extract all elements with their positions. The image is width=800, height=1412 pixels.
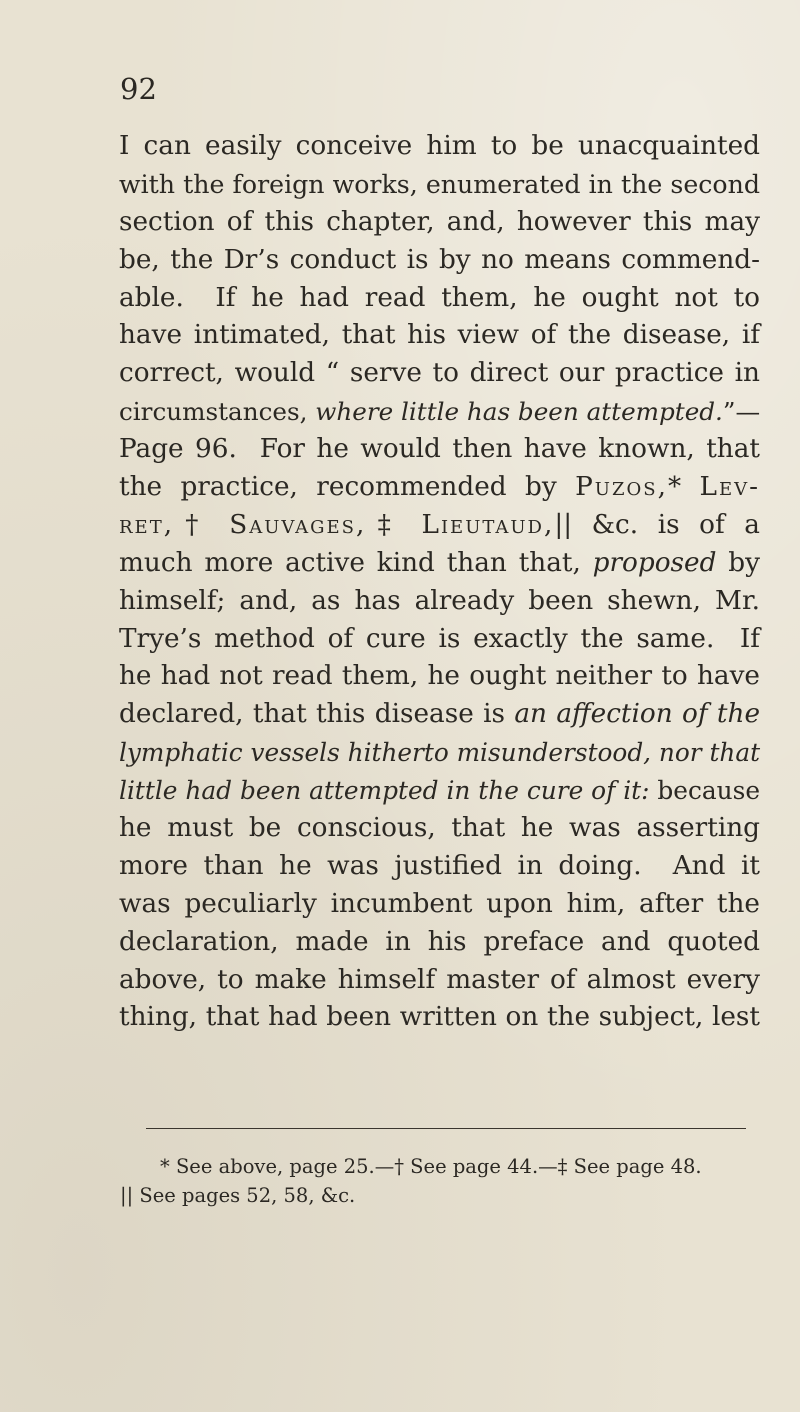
text-line [119,772,760,810]
small-caps-name: Puzos, [575,472,668,503]
text-segment: correct, would “ serve to direct our practice in [119,358,760,389]
text-segment: ”— [722,397,761,427]
italic-text: where little has been attempted. [315,397,723,427]
text-segment: much more active kind than that, [119,547,593,578]
text-segment: thing, that had been written on the subject, lest [119,1002,760,1033]
text-segment: || &c. is of a [554,509,760,540]
text-segment: because [649,776,761,806]
text-line [119,999,760,1037]
text-segment: above, to make himself master of almost every [119,964,760,995]
text-segment: have intimated, that his view of the disease, if [119,320,760,351]
text-line [119,962,760,1000]
italic-text: an affection of the [514,699,761,730]
text-line [119,545,760,583]
text-line [119,393,760,431]
text-line [119,280,760,318]
text-segment: he must be conscious, that he was asserting [119,813,760,844]
body-text [119,128,760,1037]
text-line [119,317,760,355]
text-line [119,658,760,696]
italic-text: lymphatic vessels hitherto misunderstood, nor that [119,738,761,768]
text-line [119,469,760,507]
small-caps-name: ret, [119,509,175,540]
text-segment: † [174,509,230,540]
italic-text: little had been attempted in the cure of it: [119,776,650,806]
text-line [119,734,760,772]
small-caps-name: Lev- [699,472,760,503]
text-segment: with the foreign works, enumerated in the second [119,169,760,199]
text-line [119,583,760,621]
footnote-line: * See above, page 25.—† See page 44.—‡ See page 48. [160,1155,702,1178]
small-caps-name: Sauvages, [229,509,367,540]
text-line [119,355,760,393]
text-segment: * [667,472,700,503]
text-segment: himself; and, as has already been shewn, Mr. [119,585,760,616]
footnotes [120,1152,760,1210]
page-number: 92 [120,72,157,106]
text-line [119,886,760,924]
text-segment: Trye’s method of cure is exactly the same. If [119,623,760,654]
text-segment: he had not read them, he ought neither to have [119,661,760,692]
text-line [119,507,760,545]
text-segment: declared, that this disease is [119,699,515,730]
text-segment: by [716,547,760,578]
text-segment: able. If he had read them, he ought not to [119,282,760,313]
text-line [119,431,760,469]
text-line [119,810,760,848]
text-segment: the practice, recommended by [119,472,576,503]
text-segment: section of this chapter, and, however this may [119,206,760,237]
text-segment: was peculiarly incumbent upon him, after the [119,888,760,919]
text-line [119,128,760,166]
text-segment: declaration, made in his preface and quoted [119,926,760,957]
text-line [119,242,760,280]
text-segment: I can easily conceive him to be unacquainted [119,131,760,161]
small-caps-name: Lieutaud, [421,509,555,540]
text-segment: be, the Dr’s conduct is by no means commend- [119,244,760,275]
text-line [119,204,760,242]
footnote-rule [146,1128,746,1129]
text-line [119,166,760,204]
text-segment: circumstances, [119,397,316,427]
text-line [119,696,760,734]
italic-text: proposed [592,547,717,578]
text-segment: more than he was justified in doing. And it [119,850,760,881]
footnote-line: || See pages 52, 58, &c. [120,1184,356,1207]
text-segment: Page 96. For he would then have known, that [119,434,760,465]
text-segment: ‡ [366,509,422,540]
text-line [119,848,760,886]
text-line [119,621,760,659]
text-line [119,924,760,962]
